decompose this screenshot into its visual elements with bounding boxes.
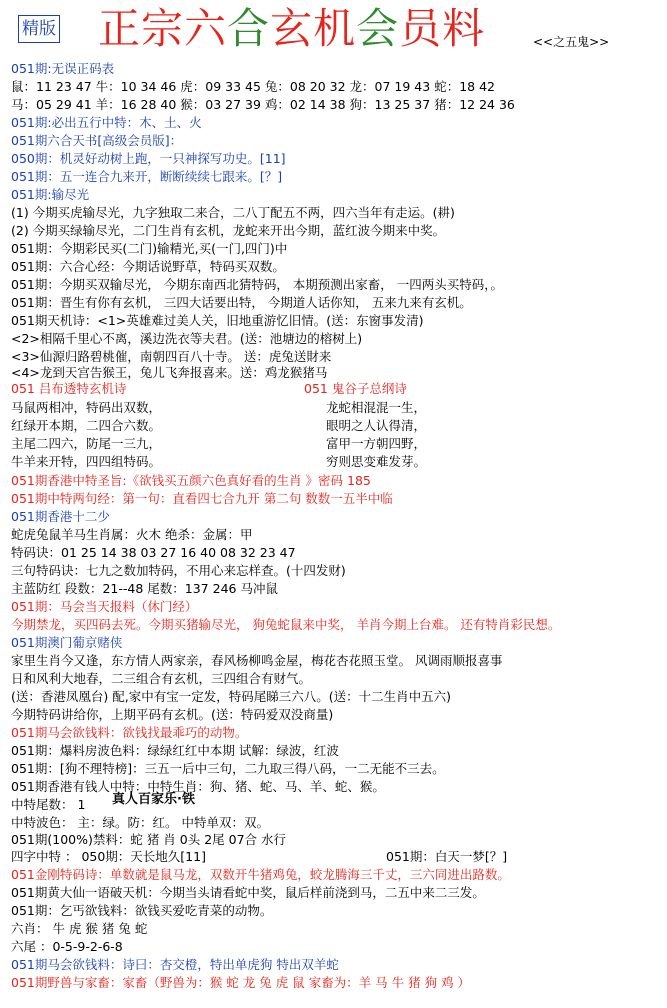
text-line-l50: 六尾 ：0-5-9-2-6-8	[11, 939, 123, 954]
text-line-l29: 三句特码诀：七九之数加特码，不用心来忘样查。(十四发财)	[11, 563, 346, 578]
text-line-l52: 051期野兽与家畜：家畜（野兽为：猴 蛇 龙 兔 虎 鼠 家畜为：羊 马 牛 猪 狗 鸡 ）	[11, 975, 471, 990]
text-line-l21: 红绿开本期，二四合六数。	[11, 418, 162, 433]
text-line-l35: 日和风利大地春，二三组合有玄机，三四组合有财气。	[11, 671, 312, 686]
right-poem-line: 眼明之人认得清，	[326, 418, 427, 433]
text-line-l20: 马鼠两相冲，特码出双数，	[11, 400, 162, 415]
text-line-l06: 050期：机灵好动树上跑，一只神探写功史。[11]	[11, 151, 286, 166]
text-line-l05: 051期六合天书[高级会员版]：	[11, 133, 183, 148]
text-line-l01: 051期:无误正码表	[11, 61, 115, 76]
text-line-l48: 051期：乞丐欲钱料：欲钱买爱吃青菜的动物。	[11, 903, 273, 918]
text-line-l04: 051期:必出五行中特：木、土、火	[11, 115, 202, 130]
title-char: 会	[356, 4, 400, 53]
title-char: 员	[399, 4, 443, 53]
text-line-l13: 051期：今期买双输尽光， 今期东南西北猜特码， 本期预测出家畜， 一四两头买特码，。	[11, 277, 504, 292]
title-char: 机	[313, 4, 357, 53]
text-line-l14: 051期：晋生有你有玄机， 三四大话要出特， 今期道人话你知， 五来九来有玄机。	[11, 295, 472, 310]
right-poem-line: 龙蛇相混混一生，	[326, 400, 427, 415]
text-line-l10: (2) 今期买绿输尽光，二门生肖有玄机，龙蛇来开出今期，蓝红波今期来中奖。	[11, 223, 446, 238]
text-line-l31: 051期：马会当天报料（休门经）	[11, 599, 198, 614]
text-line-l09: (1) 今期买虎输尽光，九字独取二来合，二八丁配五不两，四六当年有走运。(耕)	[11, 205, 455, 220]
title-char: 宗	[141, 4, 185, 53]
text-line-l38: 051期马会欲钱料：欲钱找最乖巧的动物。	[11, 725, 248, 740]
overlay-watermark-text: 真人百家乐·铁	[112, 792, 195, 807]
title-char: 正	[98, 4, 142, 53]
text-line-l11: 051期：今期彩民买(二门)输精光,买(一门,四门)中	[11, 241, 288, 256]
text-line-l18: <4>龙到天宫告猴王，兔儿飞奔报喜来。送：鸡龙猴猪马	[11, 365, 328, 380]
text-line-l37: 今期特码讲给你，上期平码有玄机。(送：特码爱双没商量)	[11, 707, 334, 722]
text-line-l27: 蛇虎兔鼠羊马生肖属：火木 绝杀：金属：甲	[11, 527, 253, 542]
author-label: <<之五鬼>>	[533, 35, 610, 49]
right-poem-line: 富甲一方朝四野，	[326, 436, 427, 451]
text-line-l34: 家里生肖今又逢，东方情人两家亲，春风杨柳鸣金屋，梅花杏花照玉堂。 风调雨顺报喜事	[11, 653, 503, 668]
text-line-l47: 051期黄大仙一语破天机：今期当头请看蛇中奖，鼠后样前浇到马，二五中来二三发。	[11, 885, 485, 900]
text-line-l41: 051期香港有钱人中特：中特生肖：狗、猪、蛇、马、羊、蛇、猴。	[11, 779, 385, 794]
text-line-l15: 051期天机诗：<1>英雄难过美人关，旧地重游忆旧情。(送：东窗事发清)	[11, 313, 424, 328]
text-line-l23: 牛羊来开特，四四组特码。	[11, 454, 162, 469]
text-line-l32: 今期禁龙，买四码去死。今期买猪输尽光， 狗兔蛇鼠来中奖， 羊肖今期上台难。 还有特肖彩民想。	[11, 617, 561, 632]
text-line-l02: 鼠：11 23 47 牛：10 34 46 虎：09 33 45 兔：08 20 32 龙：07 19 43 蛇：18 42	[11, 79, 495, 94]
daydream-label: 051期：白天一梦[？]	[386, 849, 508, 864]
title-char: 玄	[270, 4, 314, 53]
text-line-l36: (送：香港凤凰台) 配,家中有宝一定发，特码尾睇三六八。(送：十二生肖中五六)	[11, 689, 451, 704]
text-line-l25: 051期中特两句经：第一句：直看四七合九开 第二句 数数一五半中临	[11, 491, 393, 506]
text-line-l07: 051期：五一连合九来开，断断续续七跟来。[？]	[11, 169, 283, 184]
text-line-l12: 051期：六合心经：今期话说野草，特码买双数。	[11, 259, 285, 274]
text-line-l46: 051金刚特码诗：单数就是鼠马龙，双数开牛猪鸡兔，蛟龙腾海三千丈，三六同进出路数。	[11, 867, 510, 882]
text-line-l45: 四字中特 ： 050期：天长地久[11]	[11, 849, 206, 864]
title-char: 料	[442, 4, 486, 53]
poem-title-right: 051 鬼谷子总纲诗	[304, 381, 407, 396]
text-line-l49: 六肖： 牛 虎 猴 猪 兔 蛇	[11, 921, 148, 936]
text-line-l24: 051期香港中特圣旨:《欲钱买五颜六色真好看的生肖 》密码 185	[11, 473, 371, 488]
text-line-l44: 051期(100%)禁料：蛇 猪 肖 0头 2尾 07合 水行	[11, 832, 287, 847]
text-line-l42: 中特尾数： 1	[11, 797, 86, 812]
text-line-l08: 051期:输尽光	[11, 187, 90, 202]
title-char: 合	[227, 4, 271, 53]
text-line-l17: <3>仙源归路碧桃催，南朝四百八十寺。 送：虎兔送財来	[11, 349, 332, 364]
text-line-l51: 051期马会欲钱料：诗曰：杏交橙，特出单虎狗 特出双羊蛇	[11, 957, 339, 972]
edition-badge: 精版	[18, 15, 60, 43]
text-line-l43: 中特波色： 主：绿。防：红。 中特单双：双。	[11, 815, 269, 830]
text-line-l03: 马：05 29 41 羊：16 28 40 猴：03 27 39 鸡：02 14 38 狗：13 25 37 猪：12 24 36	[11, 97, 515, 112]
text-line-l22: 主尾二四六，防尾一三九，	[11, 436, 162, 451]
title-char: 六	[184, 4, 228, 53]
text-line-l16: <2>相隔千里心不离，溪边洗衣等夫君。(送：池塘边的榕树上)	[11, 331, 363, 346]
text-line-l30: 主蓝防红 段数：21--48 尾数：137 246 马冲鼠	[11, 581, 278, 596]
text-line-l40: 051期：[狗不理特榜]：三五一后中三句，二九取三得八码，一二无能不三去。	[11, 761, 445, 776]
text-line-l26: 051期香港十二少	[11, 509, 110, 524]
text-line-l33: 051期澳门葡京赌侠	[11, 635, 123, 650]
text-line-l28: 特码诀：01 25 14 38 03 27 16 40 08 32 23 47	[11, 545, 296, 560]
poem-title-left: 051 吕布透特玄机诗	[11, 381, 127, 396]
right-poem-line: 穷则思变难发芽。	[326, 454, 427, 469]
text-line-l39: 051期：爆料房波色料：绿绿红红中本期 试解：绿波，红波	[11, 743, 339, 758]
page-title	[98, 4, 485, 54]
